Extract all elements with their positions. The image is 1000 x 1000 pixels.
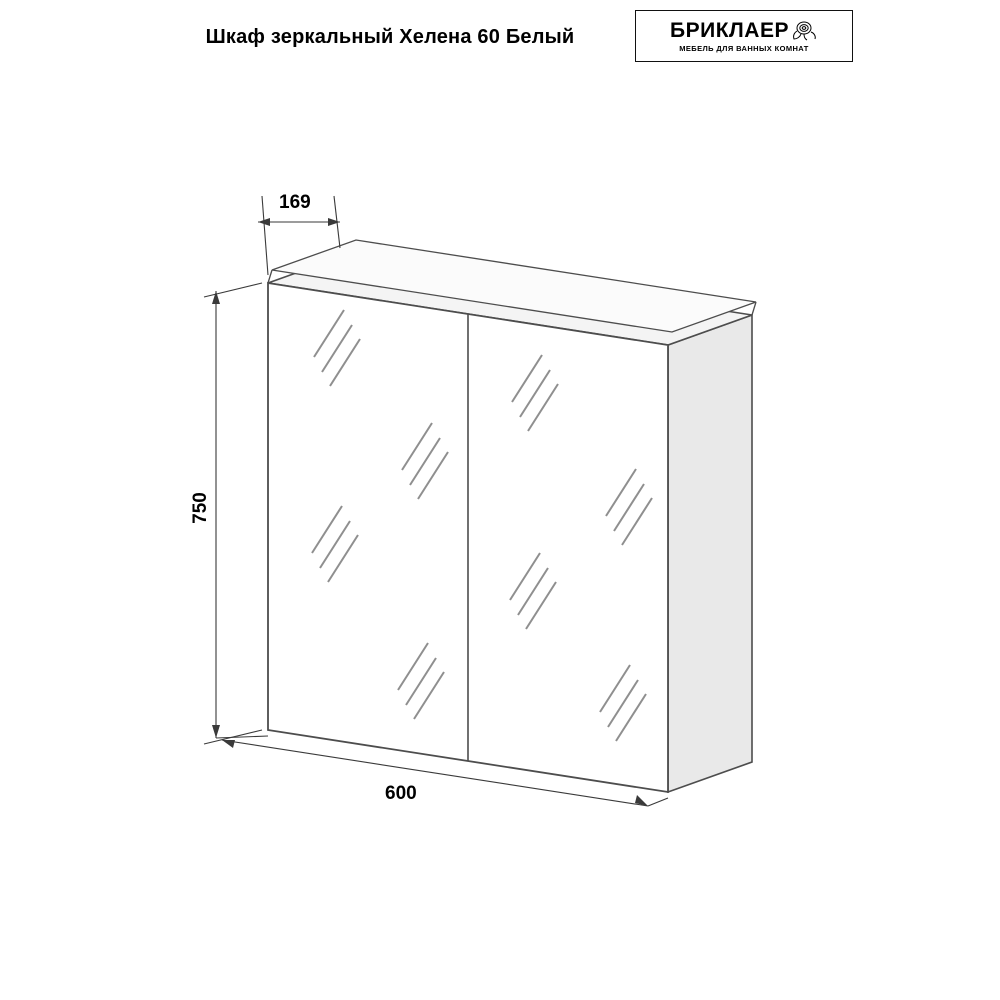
dimension-label-height: 750 [190, 489, 212, 527]
extension-line-depth-left [262, 196, 268, 275]
dimension-label-depth: 169 [276, 192, 314, 214]
cabinet-body [268, 240, 756, 792]
extension-line-height-top [204, 283, 262, 297]
dimension-label-width: 600 [382, 783, 420, 805]
extension-line-width-left [216, 736, 268, 738]
cabinet-right-side-panel [668, 315, 752, 792]
brand-tagline: МЕБЕЛЬ ДЛЯ ВАННЫХ КОМНАТ [679, 44, 809, 53]
extension-line-width-right [648, 798, 668, 806]
page-title: Шкаф зеркальный Хелена 60 Белый [205, 26, 575, 48]
brand-name: БРИКЛАЕР [670, 18, 789, 42]
